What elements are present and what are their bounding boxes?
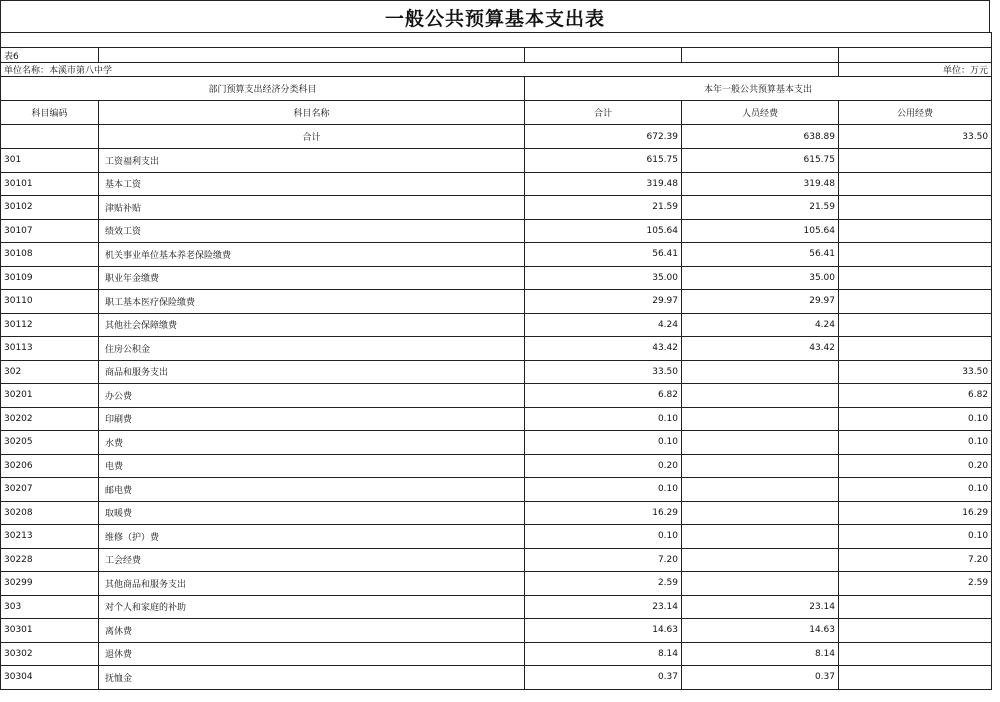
- row-total: 319.48: [525, 172, 682, 196]
- row-code: 30213: [1, 525, 99, 549]
- row-code: 30301: [1, 619, 99, 643]
- row-personnel: [682, 548, 839, 572]
- table-number: 表6: [1, 48, 99, 63]
- table-number-row: [1, 48, 992, 63]
- header-total: 合计: [525, 101, 682, 125]
- row-public: 0.10: [839, 431, 992, 455]
- row-code: 30110: [1, 290, 99, 314]
- row-personnel: 105.64: [682, 219, 839, 243]
- row-public: [839, 196, 992, 220]
- table-row: [1, 196, 992, 220]
- row-name: 办公费: [99, 384, 525, 408]
- table-row: [1, 313, 992, 337]
- row-name: 职业年金缴费: [99, 266, 525, 290]
- row-code: 30109: [1, 266, 99, 290]
- row-total: 33.50: [525, 360, 682, 384]
- table-row: [1, 407, 992, 431]
- row-name: 水费: [99, 431, 525, 455]
- row-name: 津贴补贴: [99, 196, 525, 220]
- row-public: 16.29: [839, 501, 992, 525]
- row-total: 4.24: [525, 313, 682, 337]
- row-total: 7.20: [525, 548, 682, 572]
- header-basic-expenditure: 本年一般公共预算基本支出: [525, 77, 992, 101]
- row-total: 8.14: [525, 642, 682, 666]
- table-row: [1, 572, 992, 596]
- table-row: [1, 290, 992, 314]
- table-row: [1, 149, 992, 173]
- row-total: 21.59: [525, 196, 682, 220]
- row-public: [839, 149, 992, 173]
- summary-row: [1, 125, 992, 149]
- header-name: 科目名称: [99, 101, 525, 125]
- row-public: 33.50: [839, 360, 992, 384]
- row-personnel: 0.37: [682, 666, 839, 690]
- row-code: 30202: [1, 407, 99, 431]
- table-row: [1, 501, 992, 525]
- row-total: 29.97: [525, 290, 682, 314]
- row-public: 7.20: [839, 548, 992, 572]
- row-personnel: 615.75: [682, 149, 839, 173]
- row-name: 职工基本医疗保险缴费: [99, 290, 525, 314]
- row-public: [839, 219, 992, 243]
- row-name: 维修（护）费: [99, 525, 525, 549]
- table-row: [1, 595, 992, 619]
- table-row: [1, 337, 992, 361]
- row-code: 30201: [1, 384, 99, 408]
- row-code: 301: [1, 149, 99, 173]
- row-code: 30206: [1, 454, 99, 478]
- row-total: 14.63: [525, 619, 682, 643]
- table-row: [1, 431, 992, 455]
- row-public: [839, 172, 992, 196]
- row-code: 30304: [1, 666, 99, 690]
- row-personnel: [682, 501, 839, 525]
- row-name: 印刷费: [99, 407, 525, 431]
- row-code: 30302: [1, 642, 99, 666]
- table-row: [1, 243, 992, 267]
- row-name: 退休费: [99, 642, 525, 666]
- row-total: 105.64: [525, 219, 682, 243]
- row-personnel: 43.42: [682, 337, 839, 361]
- row-public: [839, 313, 992, 337]
- unit-name: 单位名称：本溪市第八中学: [1, 63, 525, 77]
- row-personnel: [682, 525, 839, 549]
- row-code: 30107: [1, 219, 99, 243]
- row-name: 其他商品和服务支出: [99, 572, 525, 596]
- row-personnel: [682, 478, 839, 502]
- row-code: 30113: [1, 337, 99, 361]
- row-public: [839, 595, 992, 619]
- table-row: [1, 172, 992, 196]
- row-name: 抚恤金: [99, 666, 525, 690]
- row-public: [839, 666, 992, 690]
- row-name: 离休费: [99, 619, 525, 643]
- summary-public: 33.50: [839, 125, 992, 149]
- table-row: [1, 360, 992, 384]
- row-public: [839, 642, 992, 666]
- row-public: [839, 243, 992, 267]
- row-name: 工资福利支出: [99, 149, 525, 173]
- row-code: 30228: [1, 548, 99, 572]
- row-code: 30102: [1, 196, 99, 220]
- table-row: [1, 666, 992, 690]
- row-personnel: 4.24: [682, 313, 839, 337]
- row-code: 30299: [1, 572, 99, 596]
- unit-row: [1, 63, 992, 77]
- row-public: 0.10: [839, 525, 992, 549]
- row-personnel: [682, 572, 839, 596]
- row-total: 0.20: [525, 454, 682, 478]
- column-header-row: [1, 101, 992, 125]
- row-total: 0.10: [525, 525, 682, 549]
- row-code: 302: [1, 360, 99, 384]
- table-row: [1, 548, 992, 572]
- row-total: 0.10: [525, 478, 682, 502]
- table-row: [1, 525, 992, 549]
- row-personnel: 35.00: [682, 266, 839, 290]
- budget-table: [0, 32, 992, 690]
- row-personnel: [682, 431, 839, 455]
- table-row: [1, 384, 992, 408]
- header-code: 科目编码: [1, 101, 99, 125]
- row-total: 615.75: [525, 149, 682, 173]
- table-row: [1, 219, 992, 243]
- row-personnel: [682, 407, 839, 431]
- table-row: [1, 454, 992, 478]
- row-code: 30108: [1, 243, 99, 267]
- row-name: 基本工资: [99, 172, 525, 196]
- row-public: 0.10: [839, 478, 992, 502]
- row-name: 电费: [99, 454, 525, 478]
- row-personnel: [682, 384, 839, 408]
- row-code: 30208: [1, 501, 99, 525]
- summary-personnel: 638.89: [682, 125, 839, 149]
- table-row: [1, 642, 992, 666]
- row-code: 30112: [1, 313, 99, 337]
- row-name: 取暖费: [99, 501, 525, 525]
- row-total: 6.82: [525, 384, 682, 408]
- row-code: 30205: [1, 431, 99, 455]
- row-name: 工会经费: [99, 548, 525, 572]
- row-public: [839, 290, 992, 314]
- row-name: 绩效工资: [99, 219, 525, 243]
- row-total: 43.42: [525, 337, 682, 361]
- row-personnel: 29.97: [682, 290, 839, 314]
- row-total: 23.14: [525, 595, 682, 619]
- row-personnel: 8.14: [682, 642, 839, 666]
- row-total: 16.29: [525, 501, 682, 525]
- table-row: [1, 266, 992, 290]
- table-row: [1, 619, 992, 643]
- row-personnel: 319.48: [682, 172, 839, 196]
- row-personnel: 23.14: [682, 595, 839, 619]
- blank-row: [1, 33, 992, 48]
- row-personnel: [682, 360, 839, 384]
- row-public: 0.10: [839, 407, 992, 431]
- row-code: 30101: [1, 172, 99, 196]
- row-public: 2.59: [839, 572, 992, 596]
- table-row: [1, 478, 992, 502]
- row-code: 30207: [1, 478, 99, 502]
- row-total: 2.59: [525, 572, 682, 596]
- row-total: 35.00: [525, 266, 682, 290]
- row-total: 0.10: [525, 431, 682, 455]
- page-title: 一般公共预算基本支出表: [0, 0, 990, 33]
- row-public: 6.82: [839, 384, 992, 408]
- row-name: 对个人和家庭的补助: [99, 595, 525, 619]
- row-name: 商品和服务支出: [99, 360, 525, 384]
- row-name: 住房公积金: [99, 337, 525, 361]
- header-economic-classification: 部门预算支出经济分类科目: [1, 77, 525, 101]
- row-public: [839, 619, 992, 643]
- row-public: [839, 337, 992, 361]
- row-personnel: 56.41: [682, 243, 839, 267]
- row-code: 303: [1, 595, 99, 619]
- unit-label: 单位：万元: [839, 63, 992, 77]
- row-total: 56.41: [525, 243, 682, 267]
- row-public: 0.20: [839, 454, 992, 478]
- row-name: 其他社会保障缴费: [99, 313, 525, 337]
- row-personnel: 21.59: [682, 196, 839, 220]
- summary-label: 合计: [99, 125, 525, 149]
- summary-total: 672.39: [525, 125, 682, 149]
- row-total: 0.10: [525, 407, 682, 431]
- row-personnel: [682, 454, 839, 478]
- row-name: 邮电费: [99, 478, 525, 502]
- row-name: 机关事业单位基本养老保险缴费: [99, 243, 525, 267]
- row-personnel: 14.63: [682, 619, 839, 643]
- header-personnel: 人员经费: [682, 101, 839, 125]
- row-total: 0.37: [525, 666, 682, 690]
- group-header-row: [1, 77, 992, 101]
- header-public: 公用经费: [839, 101, 992, 125]
- row-public: [839, 266, 992, 290]
